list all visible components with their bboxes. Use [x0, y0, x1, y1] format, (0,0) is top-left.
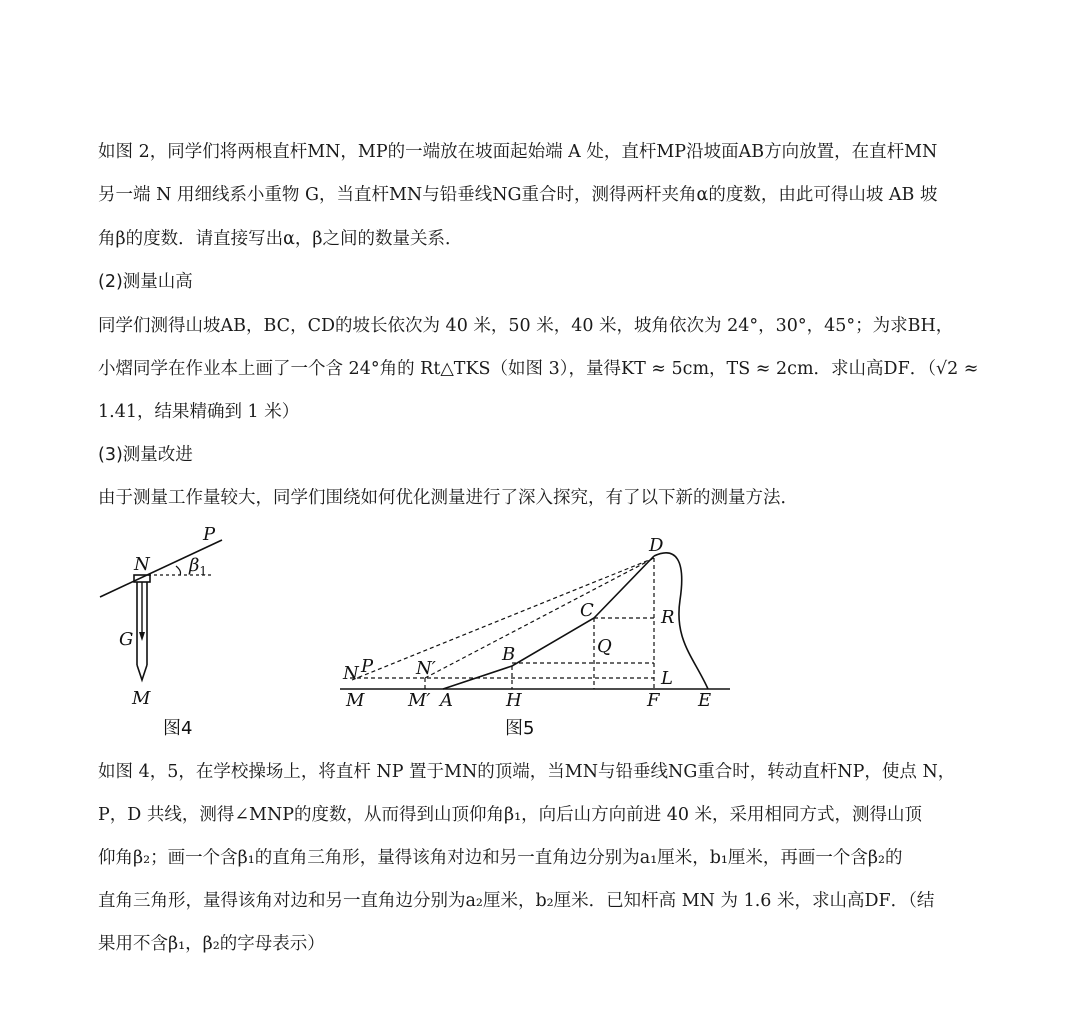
text-line: P，D 共线，测得∠MNP的度数，从而得到山顶仰角β₁，向后山方向前进 40 米，采用相同方式，测得山顶: [98, 805, 923, 825]
angle-arc: [176, 566, 181, 575]
weight-g: [139, 632, 145, 641]
text-line: 直角三角形，量得该角对边和另一直角边分别为a₂厘米，b₂厘米．已知杆高 MN 为 1.6 米，求山高DF．（结: [98, 891, 935, 911]
label-r: R: [661, 607, 675, 628]
label-d: D: [649, 535, 664, 556]
label-b: B: [502, 644, 516, 665]
label-c: C: [580, 600, 594, 621]
label-p: P: [203, 524, 216, 545]
label-e: E: [698, 690, 712, 711]
text-line: 1.41，结果精确到 1 米）: [98, 402, 300, 422]
sight-line-nprime: [425, 558, 654, 678]
rod-cap: [134, 575, 150, 582]
label-g: G: [119, 629, 134, 650]
label-n: N: [134, 554, 150, 575]
label-q: Q: [597, 636, 612, 657]
label-beta1: $\beta_1$: [189, 555, 208, 578]
label-h: H: [506, 690, 522, 711]
label-f: F: [647, 690, 660, 711]
figure-4-caption: 图4: [163, 718, 193, 739]
label-m: M: [346, 690, 365, 711]
text-line: 果用不含β₁，β₂的字母表示）: [98, 934, 325, 954]
label-l: L: [661, 668, 673, 689]
text-line: 另一端 N 用细线系小重物 G，当直杆MN与铅垂线NG重合时，测得两杆夹角α的度数，由此可得山坡 AB 坡: [98, 185, 938, 205]
label-a: A: [440, 690, 453, 711]
text-line: 小熠同学在作业本上画了一个含 24°角的 Rt△TKS（如图 3），量得KT ≈ 5cm，TS ≈ 2cm．求山高DF．（√2 ≈: [98, 359, 979, 379]
slope-abcd: [443, 556, 654, 689]
text-line: 由于测量工作量较大，同学们围绕如何优化测量进行了深入探究，有了以下新的测量方法．: [98, 488, 798, 508]
label-nprime: N′: [416, 658, 436, 679]
section-title: (3)测量改进: [98, 445, 193, 465]
label-m: M: [132, 688, 151, 709]
label-mprime: M′: [408, 690, 431, 711]
text-line: 角β的度数．请直接写出α，β之间的数量关系．: [98, 229, 463, 249]
text-line: 同学们测得山坡AB，BC，CD的坡长依次为 40 米，50 米，40 米，坡角依次为 24°，30°，45°；为求BH，: [98, 316, 954, 336]
label-n: N: [343, 663, 359, 684]
figure-5-caption: 图5: [505, 718, 535, 739]
text-line: 如图 2，同学们将两根直杆MN，MP的一端放在坡面起始端 A 处，直杆MP沿坡面AB方向放置，在直杆MN: [98, 142, 938, 162]
label-p: P: [361, 656, 374, 677]
text-line: 仰角β₂；画一个含β₁的直角三角形，量得该角对边和另一直角边分别为a₁厘米，b₁厘米，再画一个含β₂的: [98, 848, 903, 868]
rod-tip: [137, 665, 147, 680]
text-line: 如图 4，5，在学校操场上，将直杆 NP 置于MN的顶端，当MN与铅垂线NG重合时，转动直杆NP，使点 N，: [98, 762, 956, 782]
figure-4: [100, 540, 222, 680]
section-title: (2)测量山高: [98, 272, 193, 292]
